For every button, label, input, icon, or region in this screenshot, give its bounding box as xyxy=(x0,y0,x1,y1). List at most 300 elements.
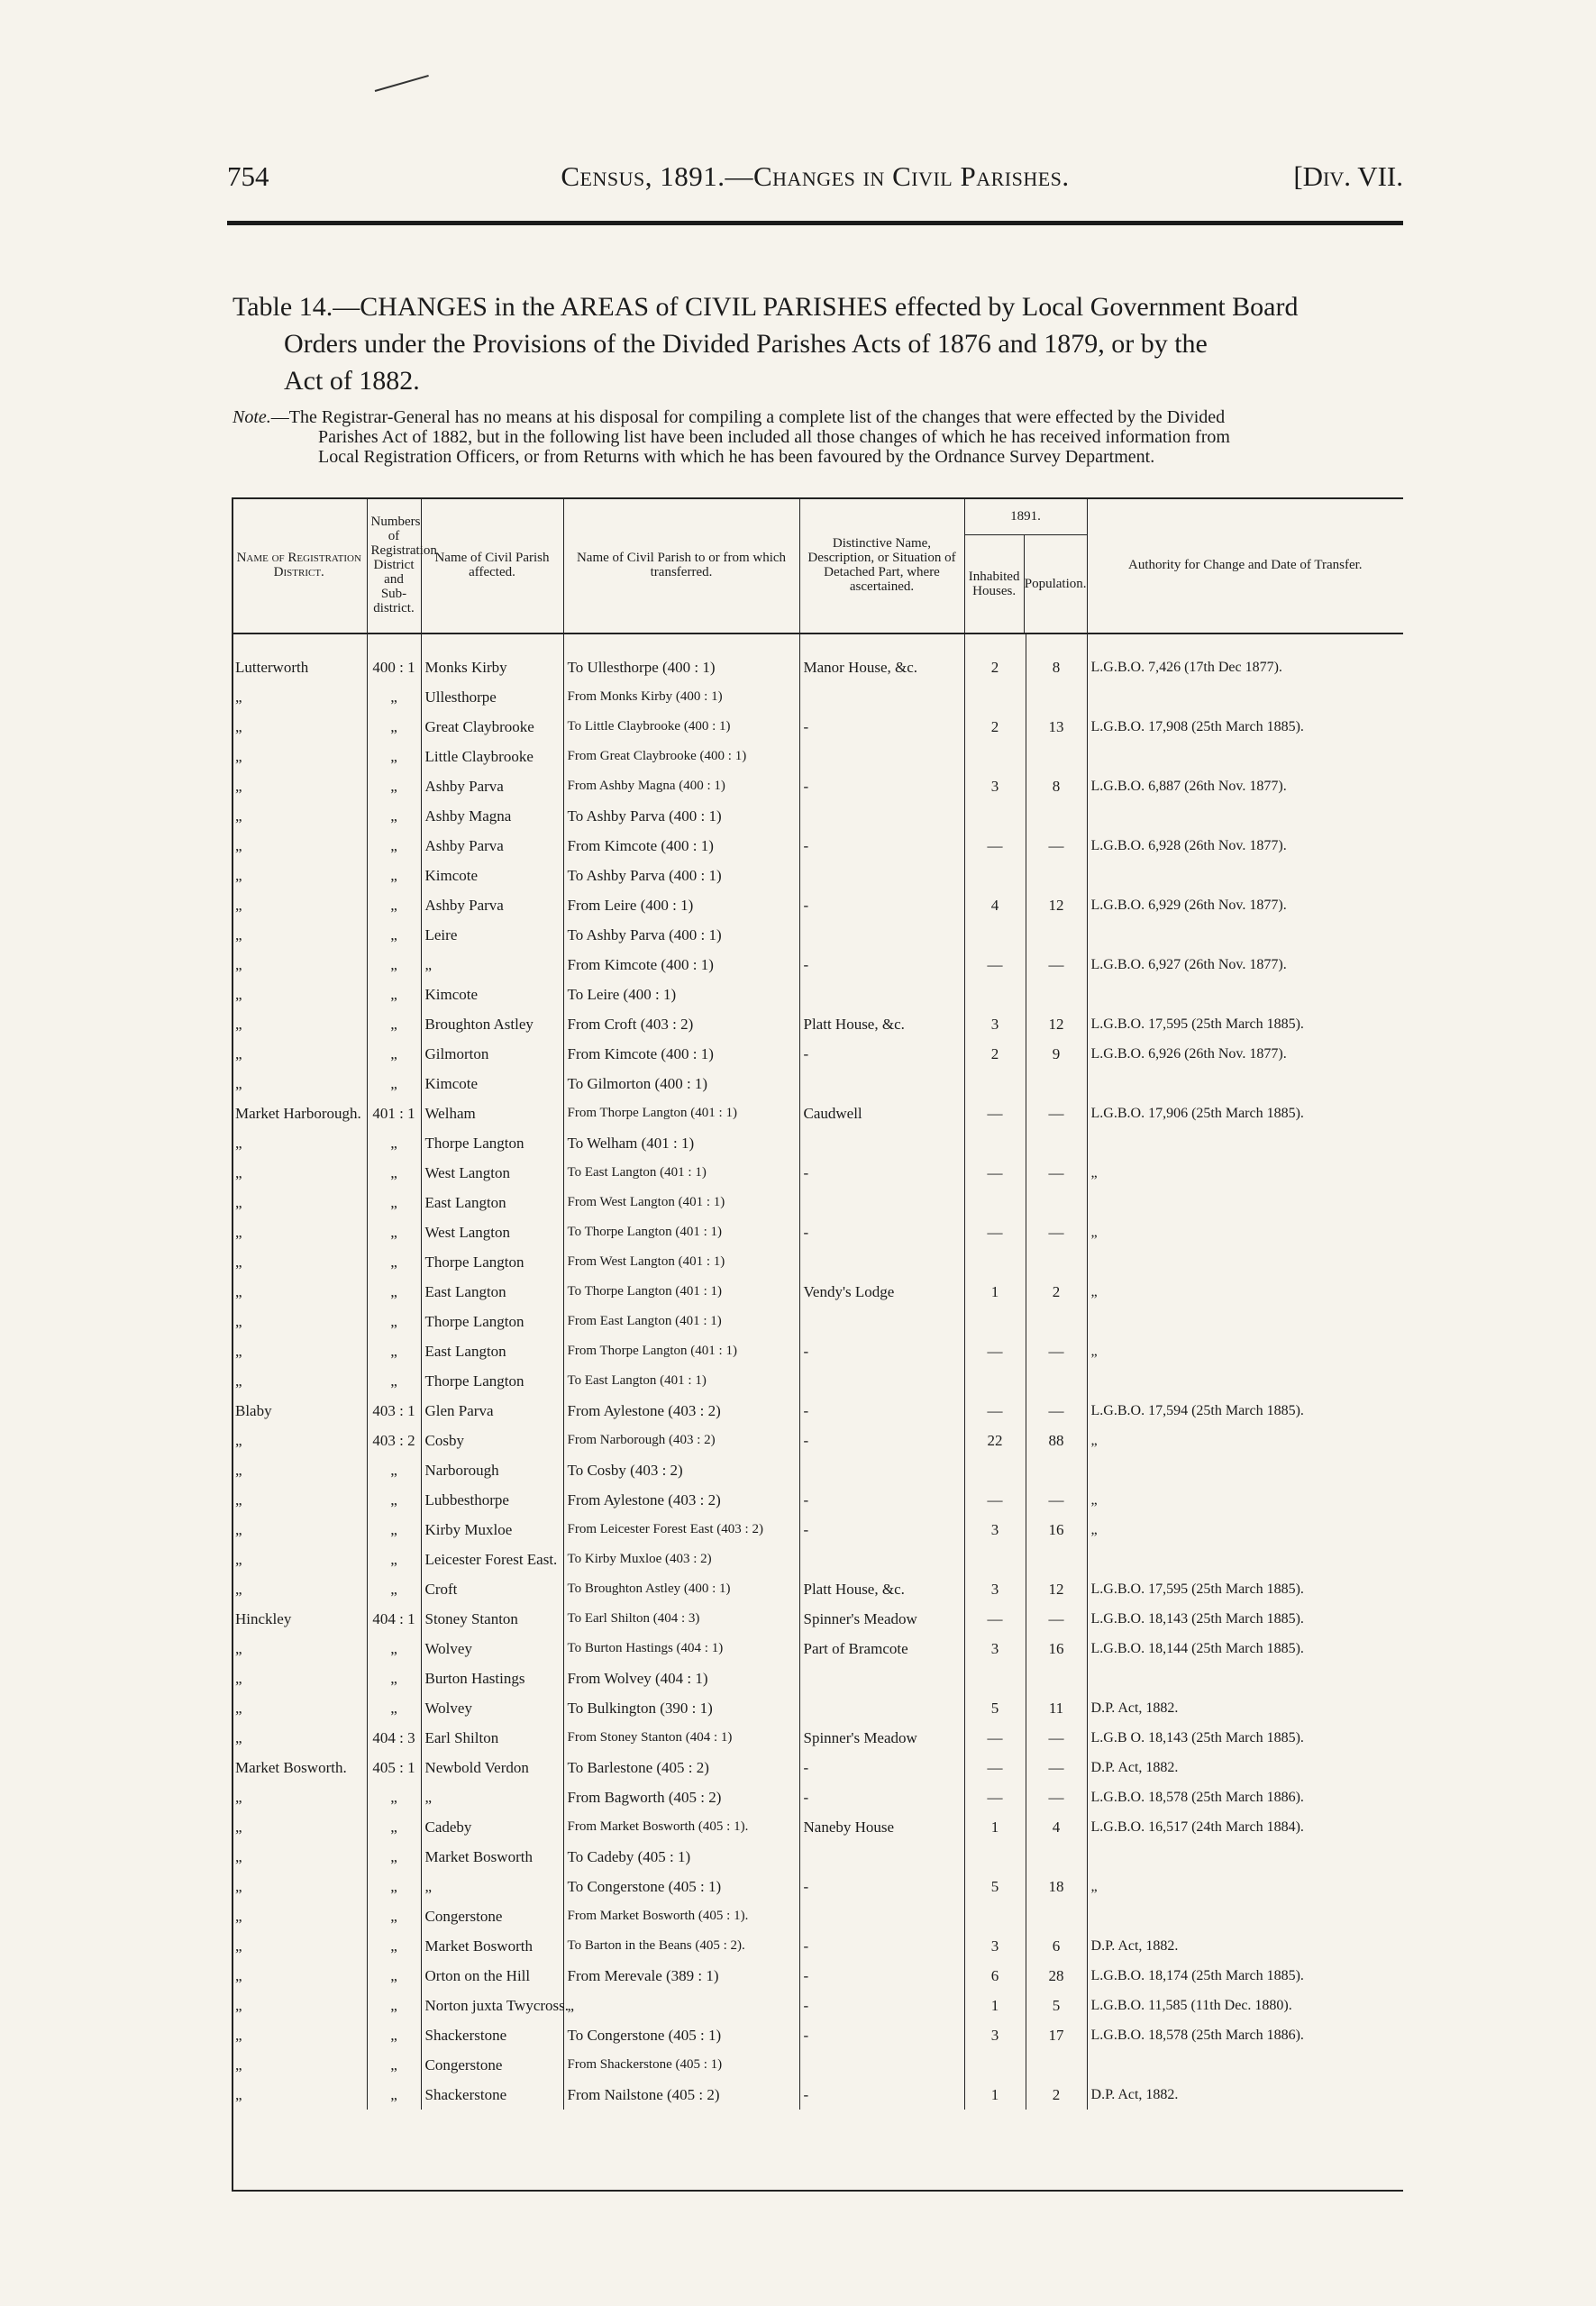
cell-transfer: To Ashby Parva (400 : 1) xyxy=(563,920,799,950)
pencil-mark xyxy=(375,75,429,92)
cell-parish: Market Bosworth xyxy=(421,1931,563,1961)
cell-description xyxy=(799,801,964,831)
cell-transfer: From Leicester Forest East (403 : 2) xyxy=(563,1515,799,1545)
cell-parish: Earl Shilton xyxy=(421,1723,563,1753)
cell-transfer: To Little Claybrooke (400 : 1) xyxy=(563,712,799,742)
cell-transfer: From Shackerstone (405 : 1) xyxy=(563,2050,799,2080)
cell-district: „ xyxy=(235,1670,242,1687)
cell-district: „ xyxy=(235,2086,242,2103)
cell-transfer: To Earl Shilton (404 : 3) xyxy=(563,1604,799,1634)
cell-district: Market Harborough. xyxy=(235,1105,361,1122)
cell-authority: L.G.B.O. 18,578 (25th March 1886). xyxy=(1087,2020,1403,2050)
table-row xyxy=(232,1158,1403,1188)
cell-parish: Kirby Muxloe xyxy=(421,1515,563,1545)
table-row xyxy=(232,1872,1403,1901)
cell-numbers: „ xyxy=(367,831,421,861)
cell-population: — xyxy=(1026,1604,1087,1634)
table-row xyxy=(232,1604,1403,1634)
cell-description xyxy=(799,742,964,771)
cell-parish: East Langton xyxy=(421,1336,563,1366)
cell-description: - xyxy=(799,1396,964,1426)
cell-transfer: From Narborough (403 : 2) xyxy=(563,1426,799,1455)
cell-houses: 3 xyxy=(964,1515,1026,1545)
cell-houses: — xyxy=(964,831,1026,861)
table-row xyxy=(232,1931,1403,1961)
table-row xyxy=(232,801,1403,831)
cell-description: - xyxy=(799,712,964,742)
note-line: —The Registrar-General has no means at his disposal for compiling a complete list of the changes that were effected by the Divided xyxy=(270,407,1226,427)
cell-parish: West Langton xyxy=(421,1217,563,1247)
cell-numbers: „ xyxy=(367,1782,421,1812)
cell-authority: L.G.B.O. 11,585 (11th Dec. 1880). xyxy=(1087,1991,1403,2020)
cell-district: „ xyxy=(235,897,242,914)
cell-authority xyxy=(1087,1545,1403,1574)
cell-district: Hinckley xyxy=(235,1610,292,1627)
header-rule xyxy=(227,221,1403,225)
table-row xyxy=(232,1663,1403,1693)
cell-transfer: To Thorpe Langton (401 : 1) xyxy=(563,1277,799,1307)
cell-parish: Wolvey xyxy=(421,1693,563,1723)
cell-authority xyxy=(1087,1455,1403,1485)
cell-houses: — xyxy=(964,1098,1026,1128)
cell-district: „ xyxy=(235,1937,242,1955)
cell-authority: „ xyxy=(1087,1217,1403,1247)
cell-parish: Cadeby xyxy=(421,1812,563,1842)
cell-houses xyxy=(964,980,1026,1009)
cell-houses: 3 xyxy=(964,1574,1026,1604)
cell-description: Spinner's Meadow xyxy=(799,1723,964,1753)
cell-population xyxy=(1026,1455,1087,1485)
cell-district: „ xyxy=(235,1521,242,1538)
cell-population: 16 xyxy=(1026,1515,1087,1545)
cell-authority xyxy=(1087,1663,1403,1693)
cell-authority: L.G.B.O. 17,906 (25th March 1885). xyxy=(1087,1098,1403,1128)
cell-houses xyxy=(964,801,1026,831)
col-header-transfer: Name of Civil Parish to or from which transferred. xyxy=(563,497,799,633)
table-row xyxy=(232,920,1403,950)
cell-authority: D.P. Act, 1882. xyxy=(1087,2080,1403,2110)
cell-transfer: From West Langton (401 : 1) xyxy=(563,1188,799,1217)
cell-population xyxy=(1026,1545,1087,1574)
division-label: [Div. VII. xyxy=(1293,160,1403,192)
cell-numbers: „ xyxy=(367,682,421,712)
note-line: Local Registration Officers, or from Returns with which he has been favoured by the Ordnance Survey Department. xyxy=(318,447,1155,467)
cell-transfer: From Merevale (389 : 1) xyxy=(563,1961,799,1991)
cell-parish: „ xyxy=(421,1782,563,1812)
cell-authority xyxy=(1087,682,1403,712)
cell-population: 28 xyxy=(1026,1961,1087,1991)
cell-numbers: „ xyxy=(367,1039,421,1069)
cell-houses: 1 xyxy=(964,2080,1026,2110)
table-row xyxy=(232,1991,1403,2020)
cell-district: „ xyxy=(235,1967,242,1984)
cell-houses: 1 xyxy=(964,1991,1026,2020)
table-row xyxy=(232,861,1403,890)
cell-parish: Croft xyxy=(421,1574,563,1604)
cell-parish: Kimcote xyxy=(421,861,563,890)
cell-district: „ xyxy=(235,1581,242,1598)
cell-numbers: „ xyxy=(367,1188,421,1217)
cell-houses: 2 xyxy=(964,712,1026,742)
cell-population: 8 xyxy=(1026,652,1087,682)
cell-population: — xyxy=(1026,1723,1087,1753)
cell-authority: L.G.B.O. 18,144 (25th March 1885). xyxy=(1087,1634,1403,1663)
cell-transfer: From West Langton (401 : 1) xyxy=(563,1247,799,1277)
cell-numbers: „ xyxy=(367,1307,421,1336)
cell-houses: 4 xyxy=(964,890,1026,920)
table-row xyxy=(232,1901,1403,1931)
cell-transfer: From Bagworth (405 : 2) xyxy=(563,1782,799,1812)
cell-parish: Thorpe Langton xyxy=(421,1366,563,1396)
cell-numbers: 400 : 1 xyxy=(367,652,421,682)
table-row xyxy=(232,1188,1403,1217)
table-row xyxy=(232,742,1403,771)
cell-parish: Gilmorton xyxy=(421,1039,563,1069)
table-row xyxy=(232,831,1403,861)
cell-authority: L.G.B.O. 6,927 (26th Nov. 1877). xyxy=(1087,950,1403,980)
cell-description: Part of Bramcote xyxy=(799,1634,964,1663)
cell-parish: West Langton xyxy=(421,1158,563,1188)
table-row xyxy=(232,950,1403,980)
cell-transfer: From Great Claybrooke (400 : 1) xyxy=(563,742,799,771)
cell-population: — xyxy=(1026,1753,1087,1782)
cell-numbers: „ xyxy=(367,1545,421,1574)
cell-description xyxy=(799,920,964,950)
table-title-line: Act of 1882. xyxy=(284,366,420,396)
cell-description: - xyxy=(799,2080,964,2110)
cell-district: „ xyxy=(235,956,242,973)
cell-authority xyxy=(1087,1307,1403,1336)
table-row xyxy=(232,1693,1403,1723)
cell-description: Naneby House xyxy=(799,1812,964,1842)
cell-numbers: „ xyxy=(367,2080,421,2110)
cell-description: - xyxy=(799,1782,964,1812)
cell-population: 17 xyxy=(1026,2020,1087,2050)
cell-district: „ xyxy=(235,807,242,825)
cell-district: „ xyxy=(235,1729,242,1746)
cell-numbers: „ xyxy=(367,1009,421,1039)
cell-district: „ xyxy=(235,1789,242,1806)
cell-parish: East Langton xyxy=(421,1188,563,1217)
cell-transfer: From Leire (400 : 1) xyxy=(563,890,799,920)
table-row xyxy=(232,1039,1403,1069)
cell-description: - xyxy=(799,2020,964,2050)
cell-description: - xyxy=(799,1931,964,1961)
cell-authority xyxy=(1087,1188,1403,1217)
col-header-year: 1891. xyxy=(965,498,1087,535)
col-header-population: Population. xyxy=(1024,576,1087,591)
cell-numbers: „ xyxy=(367,1158,421,1188)
cell-houses: 3 xyxy=(964,1931,1026,1961)
cell-description: - xyxy=(799,1336,964,1366)
cell-numbers: „ xyxy=(367,1485,421,1515)
cell-district: Market Bosworth. xyxy=(235,1759,347,1776)
cell-population: — xyxy=(1026,1396,1087,1426)
cell-houses: — xyxy=(964,1485,1026,1515)
cell-authority: L.G.B.O. 6,929 (26th Nov. 1877). xyxy=(1087,890,1403,920)
table-note xyxy=(233,407,1406,467)
cell-parish: Congerstone xyxy=(421,1901,563,1931)
cell-district: „ xyxy=(235,1045,242,1062)
cell-transfer: To Leire (400 : 1) xyxy=(563,980,799,1009)
cell-numbers: „ xyxy=(367,1574,421,1604)
table-row xyxy=(232,1455,1403,1485)
cell-district: „ xyxy=(235,1164,242,1181)
cell-numbers: „ xyxy=(367,980,421,1009)
cell-transfer: To Barton in the Beans (405 : 2). xyxy=(563,1931,799,1961)
cell-description: - xyxy=(799,1872,964,1901)
cell-population xyxy=(1026,1188,1087,1217)
cell-parish: Kimcote xyxy=(421,980,563,1009)
cell-transfer: From Nailstone (405 : 2) xyxy=(563,2080,799,2110)
cell-transfer: To Ullesthorpe (400 : 1) xyxy=(563,652,799,682)
table-header-row xyxy=(232,497,1403,633)
cell-description xyxy=(799,1128,964,1158)
cell-houses: — xyxy=(964,1604,1026,1634)
cell-houses: 3 xyxy=(964,771,1026,801)
cell-transfer: To Barlestone (405 : 2) xyxy=(563,1753,799,1782)
cell-authority: „ xyxy=(1087,1426,1403,1455)
cell-district: „ xyxy=(235,1640,242,1657)
cell-numbers: „ xyxy=(367,1961,421,1991)
col-header-distinctive: Distinctive Name, Description, or Situation of Detached Part, where ascertained. xyxy=(799,497,964,633)
cell-numbers: 401 : 1 xyxy=(367,1098,421,1128)
cell-district: „ xyxy=(235,986,242,1003)
cell-houses xyxy=(964,1366,1026,1396)
table-row xyxy=(232,1574,1403,1604)
cell-authority: „ xyxy=(1087,1158,1403,1188)
cell-population: 6 xyxy=(1026,1931,1087,1961)
cell-parish: Narborough xyxy=(421,1455,563,1485)
table-row xyxy=(232,1723,1403,1753)
cell-transfer: From Market Bosworth (405 : 1). xyxy=(563,1812,799,1842)
cell-transfer: From Market Bosworth (405 : 1). xyxy=(563,1901,799,1931)
cell-houses: — xyxy=(964,1396,1026,1426)
cell-numbers: 405 : 1 xyxy=(367,1753,421,1782)
spacer-row xyxy=(232,633,1403,652)
cell-numbers: „ xyxy=(367,1455,421,1485)
cell-transfer: From Kimcote (400 : 1) xyxy=(563,1039,799,1069)
cell-district: „ xyxy=(235,1818,242,1836)
cell-houses: — xyxy=(964,1723,1026,1753)
cell-authority xyxy=(1087,1247,1403,1277)
cell-description xyxy=(799,1069,964,1098)
table-row xyxy=(232,1217,1403,1247)
cell-district: „ xyxy=(235,2056,242,2074)
cell-authority: L.G.B.O. 17,595 (25th March 1885). xyxy=(1087,1574,1403,1604)
cell-parish: East Langton xyxy=(421,1277,563,1307)
cell-houses: — xyxy=(964,950,1026,980)
cell-transfer: From Thorpe Langton (401 : 1) xyxy=(563,1098,799,1128)
cell-houses xyxy=(964,1069,1026,1098)
cell-parish: Thorpe Langton xyxy=(421,1247,563,1277)
cell-description: Platt House, &c. xyxy=(799,1574,964,1604)
cell-authority: D.P. Act, 1882. xyxy=(1087,1693,1403,1723)
cell-parish: „ xyxy=(421,1872,563,1901)
cell-houses: — xyxy=(964,1158,1026,1188)
cell-numbers: „ xyxy=(367,1872,421,1901)
cell-numbers: „ xyxy=(367,742,421,771)
cell-district: „ xyxy=(235,1194,242,1211)
cell-description xyxy=(799,1842,964,1872)
cell-parish: Lubbesthorpe xyxy=(421,1485,563,1515)
cell-district: „ xyxy=(235,1908,242,1925)
cell-numbers: „ xyxy=(367,890,421,920)
cell-description: - xyxy=(799,1426,964,1455)
cell-transfer: From Aylestone (403 : 2) xyxy=(563,1485,799,1515)
col-header-1891-group xyxy=(964,497,1087,633)
cell-authority xyxy=(1087,1069,1403,1098)
cell-numbers: „ xyxy=(367,920,421,950)
cell-transfer: To Cadeby (405 : 1) xyxy=(563,1842,799,1872)
cell-district: „ xyxy=(235,1075,242,1092)
cell-numbers: „ xyxy=(367,2020,421,2050)
cell-district: „ xyxy=(235,1491,242,1508)
cell-description xyxy=(799,1663,964,1693)
cell-population: 18 xyxy=(1026,1872,1087,1901)
cell-district: „ xyxy=(235,2027,242,2044)
cell-parish: Kimcote xyxy=(421,1069,563,1098)
col-header-houses: Inhabited Houses. xyxy=(965,535,1025,633)
cell-houses xyxy=(964,2050,1026,2080)
cell-parish: Congerstone xyxy=(421,2050,563,2080)
cell-population: 4 xyxy=(1026,1812,1087,1842)
cell-houses: 2 xyxy=(964,652,1026,682)
cell-population xyxy=(1026,1307,1087,1336)
cell-parish: Stoney Stanton xyxy=(421,1604,563,1634)
cell-houses: — xyxy=(964,1336,1026,1366)
cell-district: „ xyxy=(235,1432,242,1449)
cell-district: Lutterworth xyxy=(235,659,309,676)
cell-authority xyxy=(1087,742,1403,771)
cell-houses: 22 xyxy=(964,1426,1026,1455)
cell-transfer: To East Langton (401 : 1) xyxy=(563,1158,799,1188)
cell-parish: Thorpe Langton xyxy=(421,1307,563,1336)
cell-district: „ xyxy=(235,1700,242,1717)
col-header-authority: Authority for Change and Date of Transfer. xyxy=(1087,497,1403,633)
table-row xyxy=(232,1485,1403,1515)
cell-transfer: From Monks Kirby (400 : 1) xyxy=(563,682,799,712)
cell-numbers: „ xyxy=(367,1901,421,1931)
cell-numbers: „ xyxy=(367,1277,421,1307)
cell-population: 88 xyxy=(1026,1426,1087,1455)
cell-numbers: „ xyxy=(367,1991,421,2020)
table-title-line: Table 14.—CHANGES in the AREAS of CIVIL PARISHES effected by Local Government Board xyxy=(233,292,1299,322)
cell-transfer: From Thorpe Langton (401 : 1) xyxy=(563,1336,799,1366)
cell-parish: Norton juxta Twycross. xyxy=(421,1991,563,2020)
cell-parish: Glen Parva xyxy=(421,1396,563,1426)
table-row xyxy=(232,1782,1403,1812)
cell-parish: Market Bosworth xyxy=(421,1842,563,1872)
cell-district: „ xyxy=(235,1848,242,1865)
cell-description: - xyxy=(799,1991,964,2020)
cell-authority: L.G.B.O. 6,926 (26th Nov. 1877). xyxy=(1087,1039,1403,1069)
cell-population xyxy=(1026,1128,1087,1158)
cell-authority: D.P. Act, 1882. xyxy=(1087,1753,1403,1782)
cell-description: - xyxy=(799,950,964,980)
cell-numbers: „ xyxy=(367,1634,421,1663)
cell-district: Blaby xyxy=(235,1402,272,1419)
cell-numbers: „ xyxy=(367,2050,421,2080)
cell-transfer: From Stoney Stanton (404 : 1) xyxy=(563,1723,799,1753)
note-label: Note. xyxy=(233,407,271,427)
cell-houses xyxy=(964,1545,1026,1574)
table-row xyxy=(232,1634,1403,1663)
cell-description xyxy=(799,980,964,1009)
cell-numbers: 404 : 1 xyxy=(367,1604,421,1634)
cell-houses xyxy=(964,1901,1026,1931)
cell-description: - xyxy=(799,771,964,801)
cell-parish: Broughton Astley xyxy=(421,1009,563,1039)
cell-authority: L.G.B.O. 17,594 (25th March 1885). xyxy=(1087,1396,1403,1426)
table-row xyxy=(232,1098,1403,1128)
cell-transfer: From Kimcote (400 : 1) xyxy=(563,831,799,861)
cell-description xyxy=(799,861,964,890)
table-row xyxy=(232,1307,1403,1336)
cell-authority: L.G.B.O. 18,143 (25th March 1885). xyxy=(1087,1604,1403,1634)
cell-district: „ xyxy=(235,778,242,795)
cell-houses xyxy=(964,1663,1026,1693)
table-row xyxy=(232,1277,1403,1307)
cell-numbers: „ xyxy=(367,1842,421,1872)
cell-population xyxy=(1026,920,1087,950)
cell-transfer: From Kimcote (400 : 1) xyxy=(563,950,799,980)
cell-authority: L.G.B.O. 7,426 (17th Dec 1877). xyxy=(1087,652,1403,682)
cell-description xyxy=(799,1693,964,1723)
cell-parish: Cosby xyxy=(421,1426,563,1455)
cell-district: „ xyxy=(235,1372,242,1390)
cell-district: „ xyxy=(235,1878,242,1895)
page-header xyxy=(227,160,1403,196)
table-title xyxy=(233,288,1404,399)
cell-district: „ xyxy=(235,1313,242,1330)
cell-transfer: From Aylestone (403 : 2) xyxy=(563,1396,799,1426)
cell-district: „ xyxy=(235,718,242,735)
cell-description xyxy=(799,2050,964,2080)
cell-population: 11 xyxy=(1026,1693,1087,1723)
cell-houses: — xyxy=(964,1217,1026,1247)
cell-parish: Ashby Parva xyxy=(421,890,563,920)
cell-authority xyxy=(1087,801,1403,831)
cell-houses xyxy=(964,742,1026,771)
cell-parish: Ashby Magna xyxy=(421,801,563,831)
table-row xyxy=(232,682,1403,712)
cell-houses: 5 xyxy=(964,1693,1026,1723)
cell-transfer: To Welham (401 : 1) xyxy=(563,1128,799,1158)
cell-population xyxy=(1026,1069,1087,1098)
cell-parish: Welham xyxy=(421,1098,563,1128)
table-row xyxy=(232,1545,1403,1574)
cell-population xyxy=(1026,801,1087,831)
cell-numbers: „ xyxy=(367,861,421,890)
cell-description: - xyxy=(799,1515,964,1545)
cell-district: „ xyxy=(235,748,242,765)
cell-authority xyxy=(1087,1842,1403,1872)
cell-population: — xyxy=(1026,950,1087,980)
cell-houses xyxy=(964,920,1026,950)
table-row xyxy=(232,712,1403,742)
cell-parish: Monks Kirby xyxy=(421,652,563,682)
table-row xyxy=(232,771,1403,801)
cell-population xyxy=(1026,1901,1087,1931)
cell-description: Manor House, &c. xyxy=(799,652,964,682)
cell-authority xyxy=(1087,1128,1403,1158)
cell-district: „ xyxy=(235,1135,242,1152)
cell-transfer: To Congerstone (405 : 1) xyxy=(563,2020,799,2050)
cell-description: - xyxy=(799,1039,964,1069)
cell-population: 12 xyxy=(1026,890,1087,920)
cell-parish: Ashby Parva xyxy=(421,771,563,801)
